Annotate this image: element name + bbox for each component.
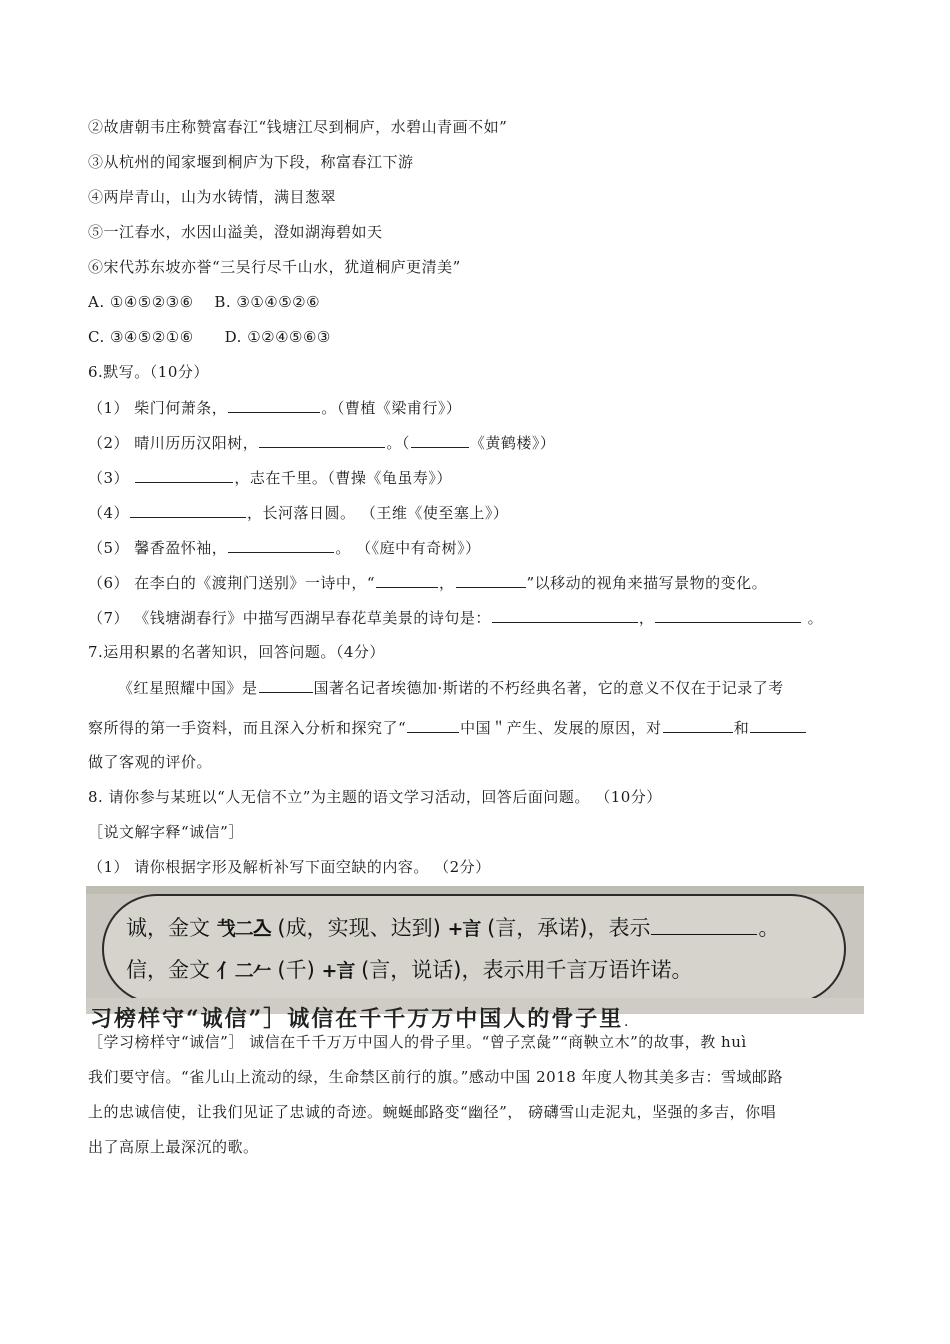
answer-blank[interactable]: [492, 607, 638, 623]
answer-blank[interactable]: [655, 607, 801, 623]
q6-item-7: [88, 607, 823, 628]
q7-text-a: 《红星照耀中国》是: [118, 679, 258, 697]
q6-item-2: [88, 432, 555, 453]
answer-blank[interactable]: [750, 717, 806, 733]
q6-item-6-text-b: ，: [438, 574, 455, 592]
answer-blank[interactable]: [456, 572, 526, 588]
q7-title: 7.运用积累的名著知识，回答问题。（4分）: [88, 643, 385, 661]
image-line-1-text-d: 。: [758, 916, 780, 940]
scanned-image: [86, 886, 864, 1032]
q8-para-line-3: 上的忠诚信使，让我们见证了忠诚的奇迹。蜿蜒邮路变“幽径”， 磅礴雪山走泥丸，坚强的多吉，你唱: [88, 1103, 777, 1121]
q7-para-line-3: 做了客观的评价。: [88, 753, 213, 771]
answer-blank[interactable]: [376, 572, 438, 588]
q7-para-line-2: [88, 717, 807, 738]
q8-title: 8. 请你参与某班以“人无信不立”为主题的语文学习活动，回答后面问题。 （10分）: [88, 788, 662, 806]
image-line-2-text-a: 信，金文: [126, 958, 210, 982]
option-line-3: ③从杭州的闻家堰到桐庐为下段，称富春江下游: [88, 153, 414, 171]
q6-item-4: [88, 502, 508, 523]
bronze-script-glyph: 𢦏二𠓛: [216, 918, 271, 940]
option-line-4: ④两岸青山，山为水铸情，满目葱翠: [88, 188, 337, 206]
q6-item-2-text-c: 《黄鹤楼》）: [469, 434, 556, 452]
emphasis-dot: ·: [624, 1018, 629, 1034]
q6-item-7-text-b: ，: [638, 609, 655, 627]
answer-blank[interactable]: [407, 717, 459, 733]
q6-item-6: [88, 572, 767, 593]
image-bottom-strip: [86, 998, 864, 1032]
q6-item-5-text-b: 。 （《庭中有奇树》）: [335, 539, 481, 557]
bronze-script-glyph: +言: [447, 918, 481, 940]
q8-section-2: ［学习榜样守“诚信”］ 诚信在千千万万中国人的骨子里。“曾子烹彘”“商鞅立木”的故事，教 huì: [88, 1033, 747, 1051]
answer-blank[interactable]: [663, 717, 733, 733]
option-line-2: ②故唐朝韦庄称赞富春江“钱塘江尽到桐庐，水碧山青画不如”: [88, 118, 508, 136]
answer-blank[interactable]: [411, 432, 469, 448]
answer-blank[interactable]: [259, 432, 385, 448]
q6-item-1: [88, 397, 461, 418]
q8-section-1: ［说文解字释“诚信”］: [88, 823, 244, 841]
image-line-2-text-c: (言，说话)，表示用千言万语许诺。: [361, 958, 693, 982]
image-line-1: [126, 914, 779, 943]
choice-ab: A. ①④⑤②③⑥ B. ③①④⑤②⑥: [88, 293, 321, 311]
q6-item-7-text-a: （7） 《钱塘湖春行》中描写西湖早春花草美景的诗句是：: [88, 609, 491, 627]
q8-sub-1: （1） 请你根据字形及解析补写下面空缺的内容。 （2分）: [88, 858, 491, 876]
q7-para-line-1: [118, 677, 784, 698]
q7-text-c: 察所得的第一手资料，而且深入分析和探究了“: [88, 719, 407, 737]
answer-blank[interactable]: [135, 467, 233, 483]
image-cut-text: 习榜样守“诚信”］诚信在千千万万中国人的骨子里: [90, 1006, 624, 1032]
q6-item-3-text-b: ，志在千里。（曹操《龟虽寿》）: [234, 469, 452, 487]
answer-blank[interactable]: [651, 916, 757, 935]
image-line-2-text-b: (千): [277, 958, 315, 982]
q6-item-2-text-a: （2） 晴川历历汉阳树，: [88, 434, 259, 452]
q6-item-4-text-a: （4）: [88, 504, 130, 522]
q7-text-d: 中国＂产生、发展的原因，对: [460, 719, 662, 737]
option-line-5: ⑤一江春水，水因山溢美，澄如湖海碧如天: [88, 223, 383, 241]
q6-item-5-text-a: （5） 馨香盈怀袖，: [88, 539, 228, 557]
image-top-strip: [86, 886, 864, 894]
answer-blank[interactable]: [228, 537, 334, 553]
q6-item-3-text-a: （3）: [88, 469, 135, 487]
image-line-2: [126, 956, 692, 985]
option-line-6: ⑥宋代苏东坡亦誉“三吴行尽千山水，犹道桐庐更清美”: [88, 258, 461, 276]
image-line-1-text-c: (言，承诺)，表示: [487, 916, 651, 940]
choice-cd: C. ③④⑤②①⑥ D. ①②④⑤⑥③: [88, 328, 331, 346]
answer-blank[interactable]: [130, 502, 246, 518]
q6-item-7-text-c: 。: [802, 609, 824, 627]
answer-blank[interactable]: [259, 677, 313, 693]
image-line-1-text-a: 诚，金文: [126, 916, 210, 940]
q6-item-1-text-b: 。（曹植《梁甫行》）: [321, 399, 462, 417]
q6-item-3: [88, 467, 452, 488]
q6-item-6-text-c: ”以移动的视角来描写景物的变化。: [526, 574, 768, 592]
q6-title: 6.默写。（10分）: [88, 363, 209, 381]
q8-para-line-4: 出了高原上最深沉的歌。: [88, 1138, 259, 1156]
q6-item-5: [88, 537, 481, 558]
bronze-script-glyph: 亻二𠂉: [216, 960, 271, 982]
q8-para-line-2: 我们要守信。“雀儿山上流动的绿，生命禁区前行的旗。”感动中国 2018 年度人物其美多吉：雪域邮路: [88, 1068, 784, 1086]
q6-item-1-text-a: （1） 柴门何萧条，: [88, 399, 228, 417]
q6-item-2-text-b: 。（: [386, 434, 410, 452]
bronze-script-glyph: +言: [321, 960, 355, 982]
q6-item-4-text-b: ，长河落日圆。 （王维《使至塞上》）: [247, 504, 509, 522]
answer-blank[interactable]: [228, 397, 320, 413]
q7-text-e: 和: [733, 719, 750, 737]
q7-text-b: 国著名记者埃德加·斯诺的不朽经典名著，它的意义不仅在于记录了考: [313, 679, 784, 697]
image-oval-frame: [102, 894, 846, 1004]
q6-item-6-text-a: （6） 在李白的《渡荆门送别》一诗中，“: [88, 574, 375, 592]
image-line-1-text-b: (成，实现、达到): [277, 916, 441, 940]
